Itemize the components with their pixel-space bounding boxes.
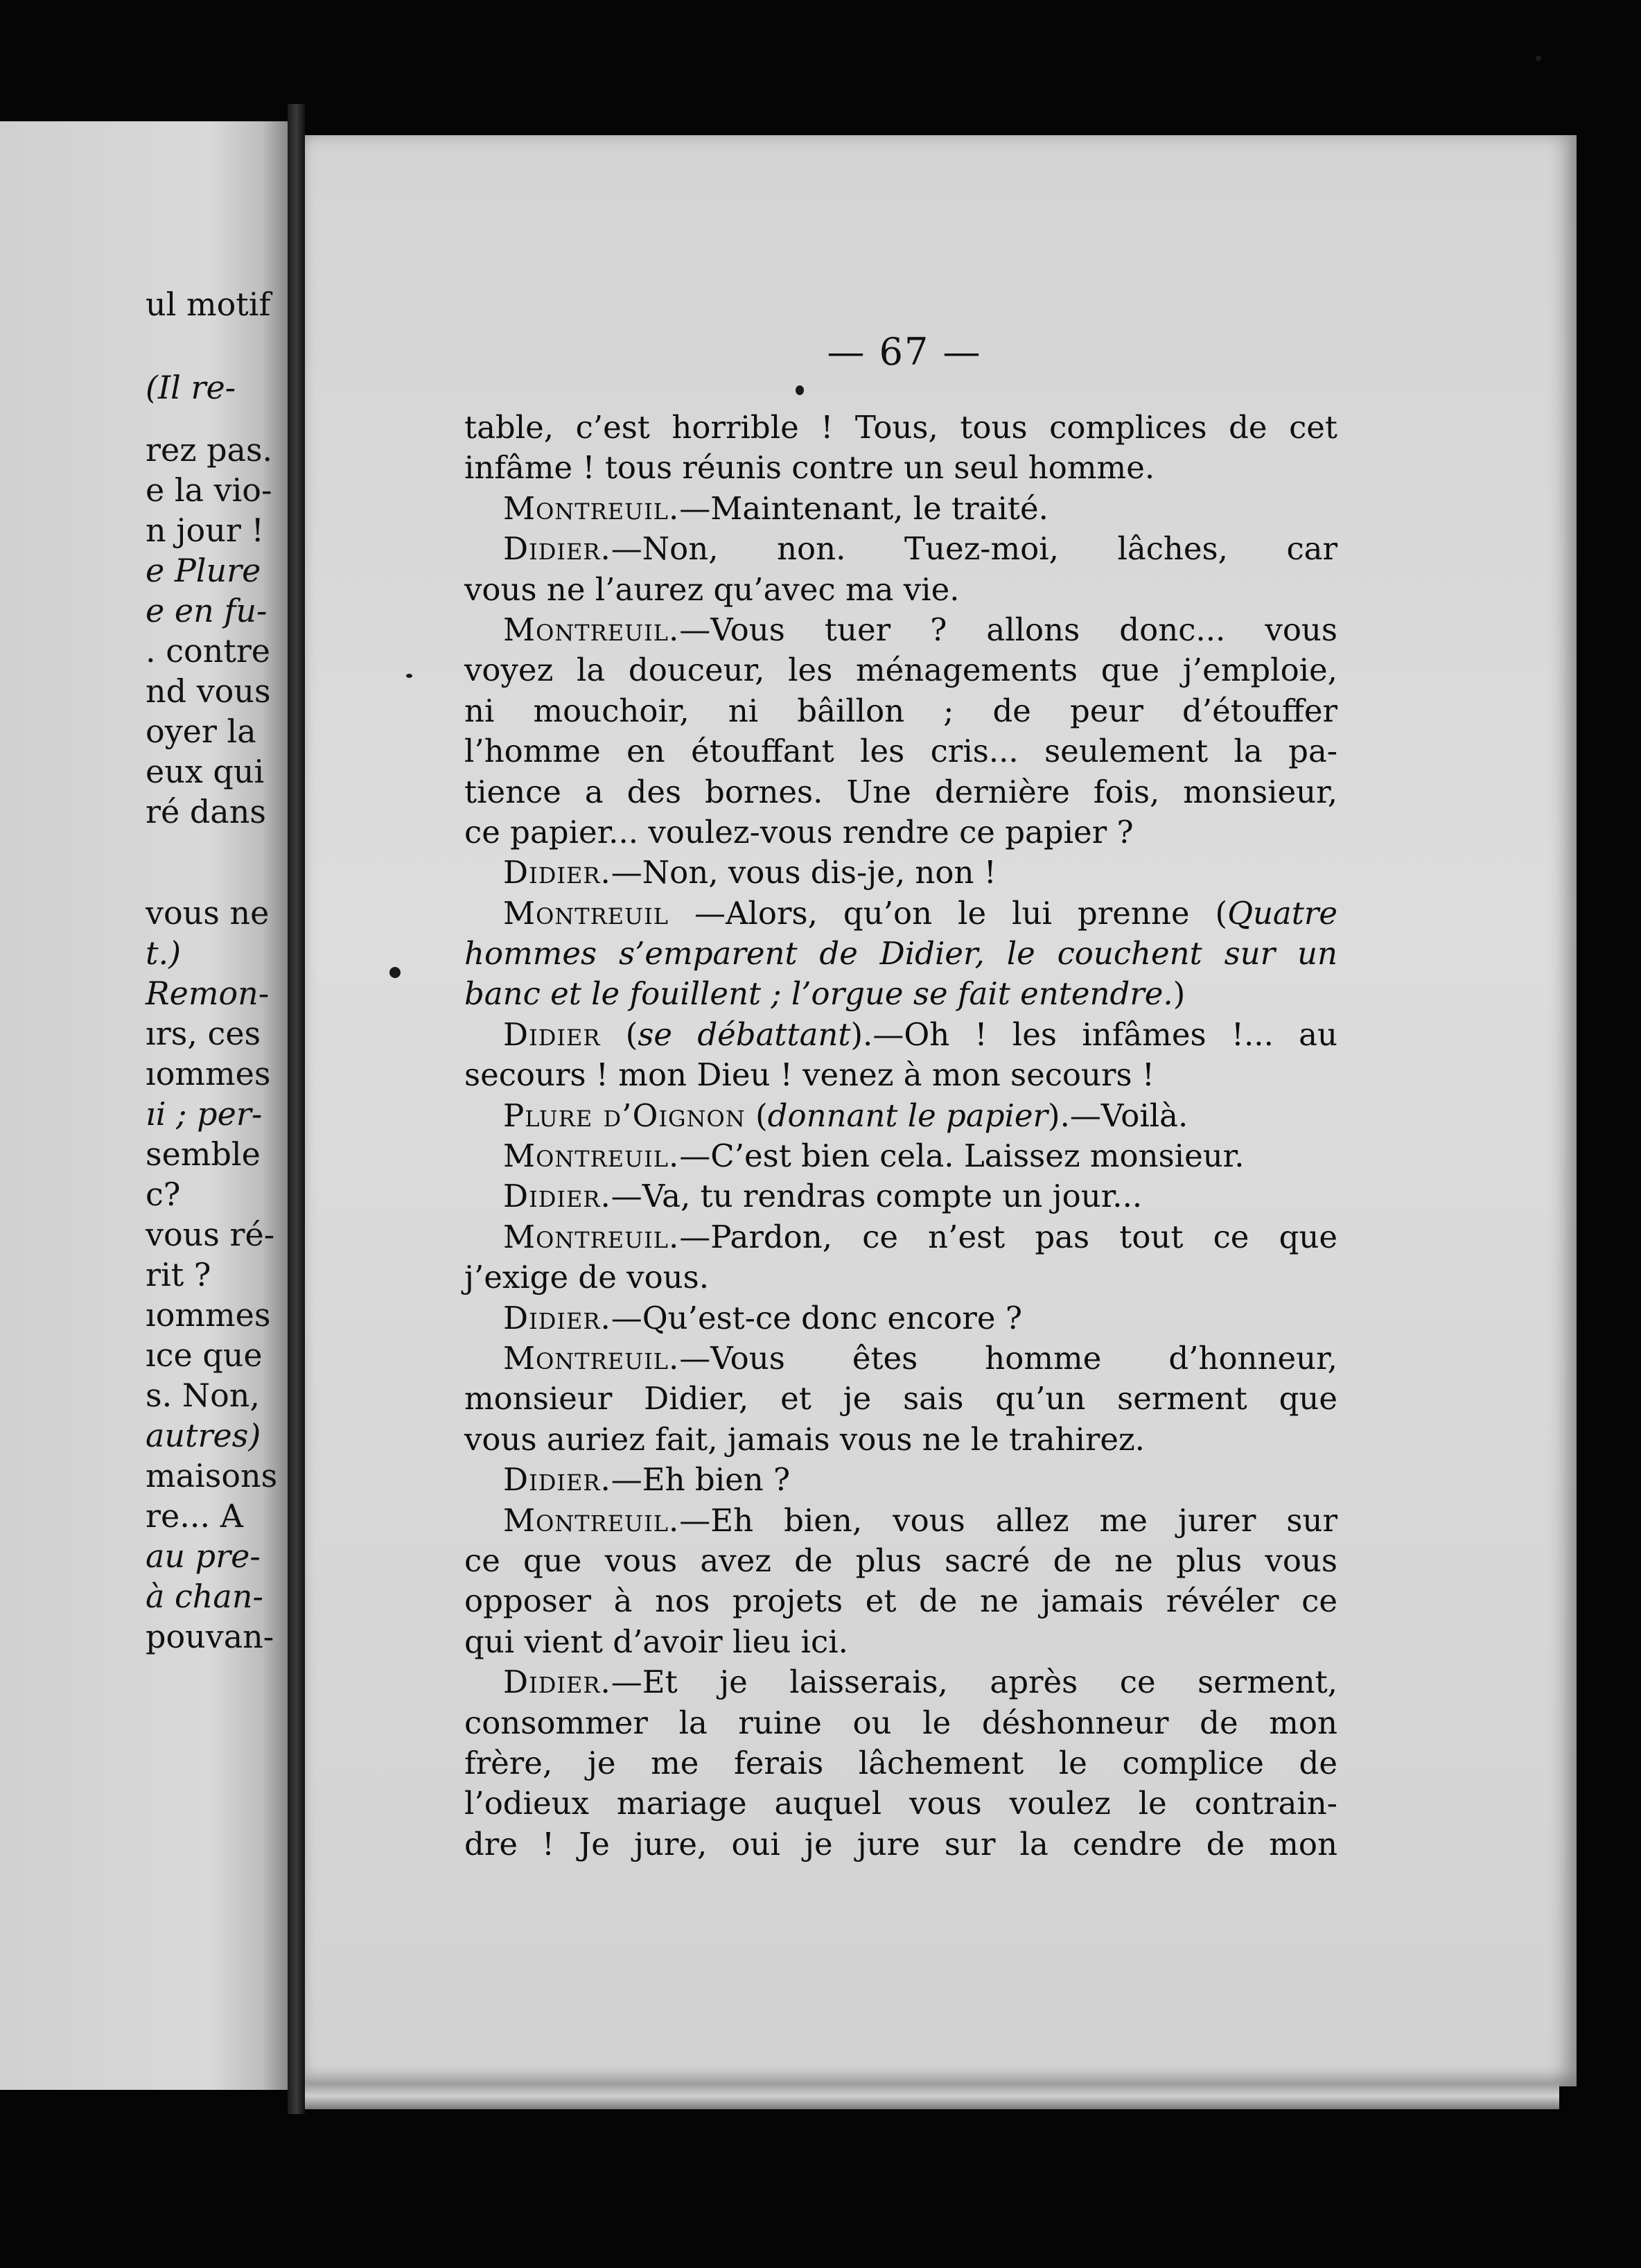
- dialogue-text: ).—Oh ! les infâmes !... au: [850, 1015, 1337, 1053]
- speaker-name: Didier.: [503, 1664, 611, 1701]
- speaker-name: Montreuil.: [503, 1218, 680, 1255]
- text-line: [464, 772, 1337, 812]
- text-line: [464, 1176, 1337, 1216]
- left-page-line: vous ne: [146, 894, 270, 932]
- speaker-name: Didier.: [503, 530, 611, 568]
- speaker-name: Didier.: [503, 1299, 611, 1336]
- text-line: [464, 570, 1337, 610]
- left-page-line: ıommes: [146, 1296, 271, 1334]
- dialogue-text: secours ! mon Dieu ! venez à mon secours !: [464, 1056, 1155, 1094]
- previous-page: [0, 121, 292, 2090]
- text-line: [464, 489, 1337, 529]
- text-line: [464, 1541, 1337, 1581]
- speaker-name: Didier.: [503, 1461, 611, 1499]
- page-bottom-edge: [305, 2083, 1559, 2109]
- dialogue-text: ce papier... voulez-vous rendre ce papier ?: [464, 813, 1134, 850]
- dialogue-text: —C’est bien cela. Laissez monsieur.: [679, 1137, 1245, 1175]
- dialogue-text: —Pardon, ce n’est pas tout ce que: [679, 1218, 1337, 1255]
- dialogue-text: vous auriez fait, jamais vous ne le trahirez.: [464, 1420, 1145, 1458]
- text-line: [464, 1217, 1337, 1257]
- dialogue-text: —Non, vous dis-je, non !: [611, 854, 997, 891]
- text-line: [464, 812, 1337, 853]
- left-page-line: Remon-: [146, 975, 270, 1012]
- speaker-name: Didier.: [503, 1178, 611, 1215]
- dialogue-text: dre ! Je jure, oui je jure sur la cendre de mon: [464, 1825, 1337, 1863]
- left-page-line: ré dans: [146, 793, 266, 830]
- left-page-line: semble: [146, 1135, 261, 1173]
- text-line: [464, 1136, 1337, 1176]
- dialogue-text: —Maintenant, le traité.: [679, 489, 1048, 527]
- text-line: [464, 1338, 1337, 1379]
- text-line: [464, 448, 1337, 488]
- left-page-line: e la vio-: [146, 471, 272, 509]
- left-page-line: c?: [146, 1176, 181, 1213]
- left-page-line: . contre: [146, 632, 271, 670]
- speaker-name: Montreuil.: [503, 611, 680, 648]
- text-line: [464, 1501, 1337, 1541]
- text-line: [464, 529, 1337, 569]
- dialogue-text: —Qu’est-ce donc encore ?: [611, 1299, 1022, 1336]
- text-line: [464, 934, 1337, 974]
- text-line: [464, 1581, 1337, 1621]
- dialogue-text: (: [745, 1097, 768, 1134]
- dialogue-text: infâme ! tous réunis contre un seul homme.: [464, 449, 1155, 487]
- speaker-name: Plure d’Oignon: [503, 1097, 746, 1134]
- left-page-line: ıi ; per-: [146, 1095, 263, 1133]
- left-page-line: vous ré-: [146, 1216, 275, 1253]
- text-line: [464, 974, 1337, 1014]
- left-page-line: e Plure: [146, 552, 261, 589]
- text-line: [464, 1743, 1337, 1783]
- dialogue-text: table, c’est horrible ! Tous, tous complices de cet: [464, 409, 1337, 446]
- left-page-line: à chan-: [146, 1578, 264, 1615]
- dust-speck: [1536, 55, 1541, 61]
- left-page-line: ıommes: [146, 1055, 271, 1092]
- text-line: [464, 1055, 1337, 1095]
- dust-speck: [406, 674, 412, 678]
- left-page-line: pouvan-: [146, 1618, 274, 1655]
- dialogue-text: —Non, non. Tuez-moi, lâches, car: [611, 530, 1337, 568]
- text-line: [464, 1703, 1337, 1743]
- dialogue-text: l’odieux mariage auquel vous voulez le contrain-: [464, 1785, 1337, 1822]
- text-line: [464, 893, 1337, 934]
- left-page-line: eux qui: [146, 753, 265, 790]
- dialogue-text: —Vous êtes homme d’honneur,: [679, 1339, 1337, 1377]
- stage-direction: banc et le fouillent ; l’orgue se fait entendre.: [464, 975, 1173, 1013]
- text-line: [464, 1015, 1337, 1055]
- dialogue-text: vous ne l’aurez qu’avec ma vie.: [464, 570, 960, 608]
- text-line: [464, 1460, 1337, 1500]
- dialogue-text: —Alors, qu’on le lui prenne (: [668, 894, 1228, 932]
- left-page-line: rez pas.: [146, 431, 273, 469]
- left-page-line: (Il re-: [146, 369, 236, 406]
- dialogue-text: opposer à nos projets et de ne jamais révéler ce: [464, 1582, 1337, 1620]
- speaker-name: Montreuil.: [503, 1501, 680, 1539]
- left-page-line: e en fu-: [146, 592, 267, 629]
- left-page-line: re... A: [146, 1497, 243, 1535]
- page-body-text: [464, 408, 1337, 1865]
- left-page-line: nd vous: [146, 672, 271, 710]
- stage-direction: Quatre: [1227, 894, 1337, 932]
- text-line: [464, 1096, 1337, 1136]
- left-page-line: oyer la: [146, 713, 256, 750]
- text-line: [464, 1622, 1337, 1662]
- left-page-line: ul motif: [146, 286, 271, 323]
- dust-speck: [389, 967, 401, 978]
- dialogue-text: j’exige de vous.: [464, 1259, 710, 1296]
- dialogue-text: l’homme en étouffant les cris... seulement la pa-: [464, 733, 1337, 770]
- left-page-line: rit ?: [146, 1256, 211, 1293]
- left-page-line: ırs, ces: [146, 1015, 261, 1052]
- stage-direction: hommes s’emparent de Didier, le couchent sur un: [464, 935, 1337, 972]
- stage-direction: se débattant: [638, 1015, 851, 1053]
- text-line: [464, 1783, 1337, 1824]
- dialogue-text: —Eh bien ?: [611, 1461, 791, 1499]
- left-page-line: maisons: [146, 1457, 278, 1494]
- text-line: [464, 1824, 1337, 1865]
- page-number: — 67 —: [827, 330, 982, 374]
- left-page-line: t.): [146, 934, 182, 972]
- speaker-name: Didier: [503, 1015, 601, 1053]
- left-page-line: n jour !: [146, 512, 264, 549]
- dialogue-text: frère, je me ferais lâchement le complice de: [464, 1744, 1337, 1781]
- speaker-name: Montreuil.: [503, 1137, 680, 1175]
- text-line: [464, 650, 1337, 690]
- text-line: [464, 1257, 1337, 1298]
- text-line: [464, 408, 1337, 448]
- text-line: [464, 1420, 1337, 1460]
- speaker-name: Montreuil.: [503, 489, 680, 527]
- text-line: [464, 691, 1337, 731]
- left-page-line: au pre-: [146, 1537, 261, 1575]
- dialogue-text: ce que vous avez de plus sacré de ne plus vous: [464, 1542, 1337, 1579]
- dialogue-text: —Eh bien, vous allez me jurer sur: [679, 1501, 1337, 1539]
- dialogue-text: ni mouchoir, ni bâillon ; de peur d’étouffer: [464, 692, 1337, 729]
- speaker-name: Didier.: [503, 854, 611, 891]
- speaker-name: Montreuil.: [503, 1339, 680, 1377]
- text-line: [464, 1298, 1337, 1338]
- book-gutter: [288, 104, 305, 2114]
- left-page-line: ıce que: [146, 1336, 263, 1374]
- text-line: [464, 610, 1337, 650]
- left-page-line: autres): [146, 1417, 261, 1454]
- dialogue-text: —Vous tuer ? allons donc... vous: [679, 611, 1337, 648]
- text-line: [464, 1379, 1337, 1419]
- dialogue-text: consommer la ruine ou le déshonneur de mon: [464, 1704, 1337, 1741]
- stage-direction: donnant le papier: [767, 1097, 1048, 1134]
- text-line: [464, 731, 1337, 771]
- text-line: [464, 1662, 1337, 1702]
- dialogue-text: —Et je laisserais, après ce serment,: [611, 1664, 1337, 1701]
- dust-speck: [796, 385, 804, 395]
- dialogue-text: tience a des bornes. Une dernière fois, monsieur,: [464, 773, 1337, 810]
- dialogue-text: (: [600, 1015, 638, 1053]
- dialogue-text: —Va, tu rendras compte un jour...: [611, 1178, 1143, 1215]
- dialogue-text: qui vient d’avoir lieu ici.: [464, 1623, 848, 1660]
- dialogue-text: ).—Voilà.: [1048, 1097, 1188, 1134]
- dialogue-text: monsieur Didier, et je sais qu’un serment que: [464, 1380, 1337, 1418]
- dialogue-text: voyez la douceur, les ménagements que j’emploie,: [464, 652, 1337, 689]
- speaker-name: Montreuil: [503, 894, 669, 932]
- text-line: [464, 853, 1337, 893]
- dialogue-text: ): [1173, 975, 1186, 1013]
- left-page-line: s. Non,: [146, 1377, 261, 1414]
